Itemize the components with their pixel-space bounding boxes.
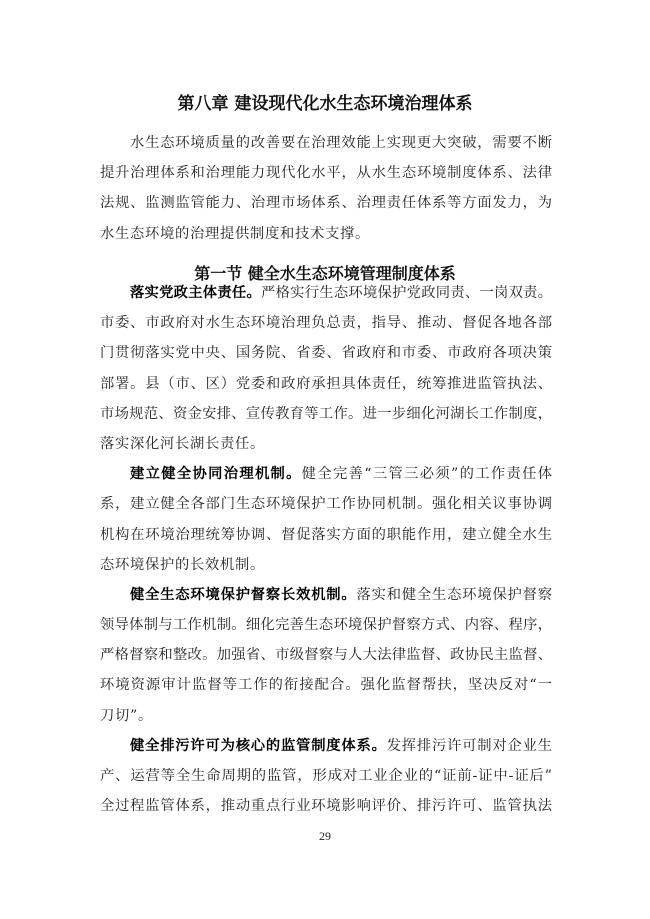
line-text: 落实和健全生态环境保护督察 xyxy=(356,586,553,603)
line-text: 刀切”。 xyxy=(100,707,153,724)
text-line xyxy=(100,701,552,731)
line-text: 水生态环境的治理提供制度和技术支撑。 xyxy=(100,225,370,242)
paragraph-lead: 落实党政主体责任。 xyxy=(130,285,262,301)
line-text: 领导体制与工作机制。细化完善生态环境保护督察方式、内容、程序， xyxy=(100,617,552,634)
text-line xyxy=(100,369,552,399)
line-text: 市场规范、资金安排、宣传教育等工作。进一步细化河湖长工作制度， xyxy=(100,405,552,422)
line-text: 提升治理体系和治理能力现代化水平，从水生态环境制度体系、法律 xyxy=(100,165,552,182)
line-text: 机构在环境治理统筹协调、督促落实方面的职能作用，建立健全水生 xyxy=(100,526,552,543)
text-line xyxy=(100,308,552,338)
text-line xyxy=(100,188,552,218)
text-line xyxy=(100,219,552,249)
text-line xyxy=(100,399,552,429)
line-text: 落实深化河长湖长责任。 xyxy=(100,435,265,452)
text-line xyxy=(100,550,552,580)
text-line xyxy=(100,761,552,791)
line-text: 系，建立健全各部门生态环境保护工作协同机制。强化相关议事协调 xyxy=(100,496,552,513)
text-line xyxy=(100,278,552,308)
line-text: 市委、市政府对水生态环境治理负总责，指导、推动、督促各地各部 xyxy=(100,315,552,332)
text-line xyxy=(100,429,552,459)
text-line xyxy=(100,128,552,158)
intro-paragraph xyxy=(100,128,552,249)
paragraph-lead: 健全生态环境保护督察长效机制。 xyxy=(130,586,357,603)
line-text: 水生态环境质量的改善要在治理效能上实现更大突破，需要不断 xyxy=(130,135,552,151)
line-text: 产、运营等全生命周期的监管，形成对工业企业的“证前-证中-证后” xyxy=(100,768,552,784)
text-line xyxy=(100,459,552,489)
text-line xyxy=(100,158,552,188)
line-text: 严格督察和整改。加强省、市级督察与人大法律监督、政协民主监督、 xyxy=(100,647,552,664)
line-text: 门贯彻落实党中央、国务院、省委、省政府和市委、市政府各项决策 xyxy=(100,345,552,362)
line-text: 健全完善“三管三必须”的工作责任体 xyxy=(301,466,552,483)
line-text: 全过程监管体系，推动重点行业环境影响评价、排污许可、监管执法 xyxy=(100,798,552,815)
text-line xyxy=(100,520,552,550)
text-line xyxy=(100,731,552,761)
text-line xyxy=(100,640,552,670)
line-text: 发挥排污许可制对企业生 xyxy=(386,737,553,754)
text-line xyxy=(100,610,552,640)
text-line xyxy=(100,338,552,368)
line-text: 环境资源审计监督等工作的衔接配合。强化监督帮扶，坚决反对“一 xyxy=(100,677,552,694)
text-line xyxy=(100,791,552,821)
line-text: 部署。县（市、区）党委和政府承担具体责任，统筹推进监管执法、 xyxy=(100,375,552,392)
paragraph-lead: 建立健全协同治理机制。 xyxy=(130,466,302,483)
page-number: 29 xyxy=(319,829,331,843)
line-text: 法规、监测监管能力、治理市场体系、治理责任体系等方面发力，为 xyxy=(100,195,552,212)
line-text: 严格实行生态环境保护党政同责、一岗双责。 xyxy=(261,285,552,301)
line-text: 态环境保护的长效机制。 xyxy=(100,556,265,573)
chapter-title: 第八章 建设现代化水生态环境治理体系 xyxy=(177,94,473,114)
section-title: 第一节 健全水生态环境管理制度体系 xyxy=(194,264,456,283)
body-paragraphs xyxy=(100,278,552,821)
text-line xyxy=(100,580,552,610)
text-line xyxy=(100,489,552,519)
text-line xyxy=(100,670,552,700)
paragraph-lead: 健全排污许可为核心的监管制度体系。 xyxy=(130,737,387,754)
